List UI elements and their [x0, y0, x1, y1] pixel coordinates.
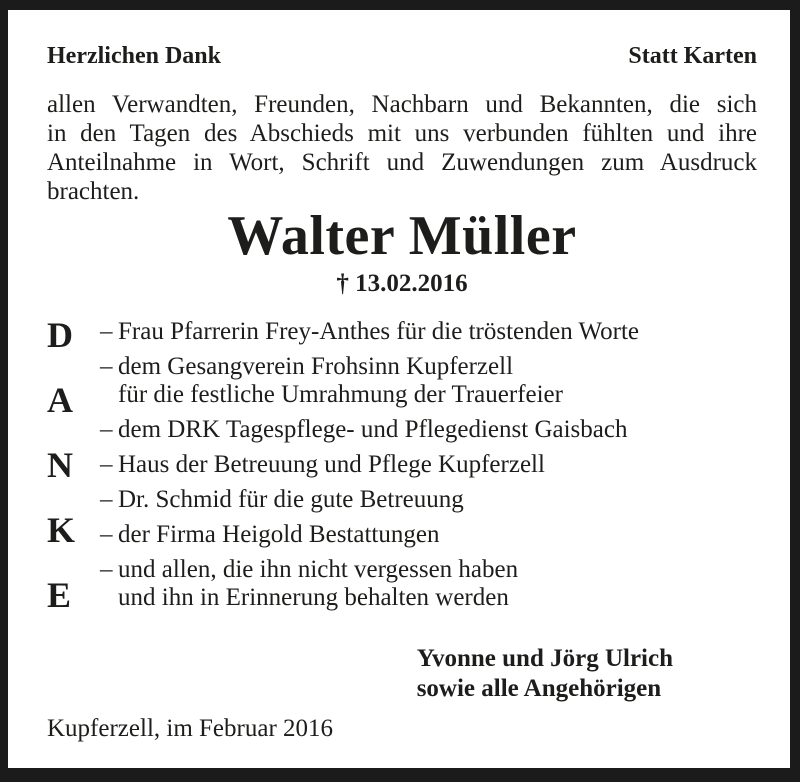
intro-line: brachten.	[47, 178, 140, 205]
thanks-section	[47, 315, 757, 615]
danke-letter: D	[47, 315, 73, 355]
list-dash: –	[100, 521, 113, 548]
intro-line: Anteilnahme in Wort, Schrift und Zuwendungen zum Ausdruck	[47, 149, 757, 176]
danke-letter: K	[47, 510, 76, 550]
thanks-item-line: Dr. Schmid für die gute Betreuung	[118, 486, 464, 513]
thanks-item-line: für die festliche Umrahmung der Trauerfeier	[118, 381, 563, 408]
danke-column	[47, 315, 100, 615]
thanks-item	[100, 451, 757, 479]
intro-paragraph	[47, 90, 757, 206]
thanks-item	[100, 318, 757, 346]
death-date: † 13.02.2016	[336, 270, 468, 297]
thanks-item	[100, 416, 757, 444]
thanks-item-line: Frau Pfarrerin Frey-Anthes für die tröstenden Worte	[118, 318, 639, 345]
place-date-line: Kupferzell, im Februar 2016	[47, 715, 334, 742]
deceased-name: Walter Müller	[227, 205, 577, 267]
list-dash: –	[100, 451, 113, 478]
thanks-item	[100, 353, 757, 409]
thanks-item-lines	[118, 353, 757, 409]
thanks-item-line: der Firma Heigold Bestattungen	[118, 521, 440, 548]
list-dash: –	[100, 486, 113, 513]
thanks-list	[100, 318, 757, 612]
thanks-item-lines	[118, 556, 757, 612]
signature-line: sowie alle Angehörigen	[416, 675, 662, 702]
thanks-item-lines	[118, 416, 757, 444]
danke-letter: E	[47, 575, 72, 615]
thanks-item	[100, 486, 757, 514]
greeting-title: Herzlichen Dank	[47, 43, 221, 69]
thanks-item-line: und ihn in Erinnerung behalten werden	[118, 584, 509, 611]
thanks-item-line: dem Gesangverein Frohsinn Kupferzell	[118, 353, 514, 380]
statt-karten-label: Statt Karten	[628, 43, 757, 69]
thanks-item-line: Haus der Betreuung und Pflege Kupferzell	[118, 451, 545, 478]
intro-line: in den Tagen des Abschieds mit uns verbunden fühlten und ihre	[47, 120, 757, 147]
danke-letter: A	[47, 380, 73, 420]
header-row	[47, 42, 757, 70]
intro-line: allen Verwandten, Freunden, Nachbarn und Bekannten, die sich	[47, 91, 757, 118]
list-dash: –	[100, 416, 113, 443]
signature-block	[417, 644, 673, 704]
thanks-item-lines	[118, 451, 757, 479]
thanks-item-line: dem DRK Tagespflege- und Pflegedienst Gaisbach	[118, 416, 628, 443]
thanks-item-lines	[118, 521, 757, 549]
thanks-item-line: und allen, die ihn nicht vergessen haben	[118, 556, 519, 583]
thanks-item	[100, 521, 757, 549]
thanks-item-lines	[118, 318, 757, 346]
danke-letter: N	[47, 445, 73, 485]
thanks-item	[100, 556, 757, 612]
obituary-card	[8, 10, 790, 768]
signature-line: Yvonne und Jörg Ulrich	[416, 645, 673, 672]
list-dash: –	[100, 556, 113, 583]
list-dash: –	[100, 353, 113, 380]
thanks-item-lines	[118, 486, 757, 514]
list-dash: –	[100, 318, 113, 345]
